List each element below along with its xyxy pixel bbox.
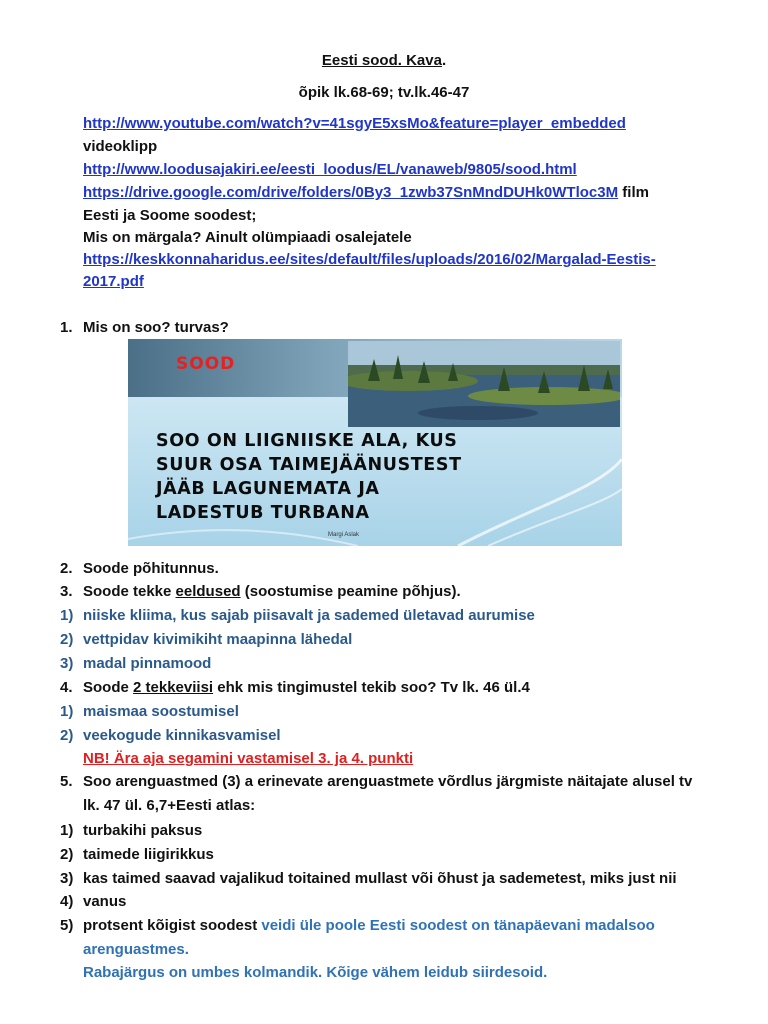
- list-item: turbakihi paksus: [83, 822, 203, 839]
- question-5-cont: lk. 47 ül. 6,7+Eesti atlas:: [83, 797, 256, 814]
- item-number: 2.: [60, 560, 73, 577]
- list-number: 1): [60, 822, 74, 839]
- answer-item: madal pinnamood: [83, 655, 212, 672]
- answer-text: veidi üle poole Eesti soodest on tänapäevani madalsoo: [261, 917, 655, 934]
- youtube-link[interactable]: http://www.youtube.com/watch?v=41sgyE5xsMo&feature=player_embedded: [83, 115, 626, 132]
- answer-number: 2): [60, 631, 74, 648]
- keskkonnaharidus-link[interactable]: https://keskkonnaharidus.ee/sites/default/files/uploads/2016/02/Margalad-Eestis-: [83, 251, 656, 268]
- page-subtitle: õpik lk.68-69; tv.lk.46-47: [298, 84, 470, 101]
- list-item: [83, 917, 655, 934]
- question-1: Mis on soo? turvas?: [83, 319, 229, 336]
- q3-text: (soostumise peamine põhjus).: [240, 583, 461, 600]
- q3-underlined: eeldused: [175, 583, 241, 600]
- banner-label: SOOD: [176, 354, 236, 374]
- headline-line: JÄÄB LAGUNEMATA JA: [156, 479, 380, 499]
- soo-banner-image: [128, 339, 622, 546]
- list-number: 2): [60, 846, 74, 863]
- drive-link[interactable]: https://drive.google.com/drive/folders/0By3_1zwb37SnMndDUHk0WTloc3M: [83, 184, 619, 201]
- question-5: Soo arenguastmed (3) a erinevate arenguastmete võrdlus järgmiste näitajate alusel tv: [83, 773, 693, 790]
- answer-number: 1): [60, 607, 74, 624]
- answer-item: veekogude kinnikasvamisel: [83, 727, 281, 744]
- list-number: 3): [60, 870, 74, 887]
- answer-number: 1): [60, 703, 74, 720]
- item-number: 1.: [60, 319, 73, 336]
- headline-line: LADESTUB TURBANA: [156, 503, 370, 523]
- question-3: [83, 583, 461, 600]
- list-item-text: protsent kõigist soodest: [83, 917, 262, 934]
- list-item: taimede liigirikkus: [83, 846, 214, 863]
- question-4: [83, 679, 530, 696]
- answer-text: arenguastmes.: [83, 941, 189, 958]
- headline-line: SUUR OSA TAIMEJÄÄNUSTEST: [156, 455, 462, 475]
- drive-note: Eesti ja Soome soodest;: [83, 207, 257, 224]
- answer-item: maismaa soostumisel: [83, 703, 239, 720]
- headline-line: SOO ON LIIGNIISKE ALA, KUS: [156, 431, 458, 451]
- answer-number: 2): [60, 727, 74, 744]
- q4-underlined: 2 tekkeviisi: [133, 679, 214, 696]
- item-number: 5.: [60, 773, 73, 790]
- youtube-note: videoklipp: [83, 138, 158, 155]
- loodusajakiri-link[interactable]: http://www.loodusajakiri.ee/eesti_loodus/EL/vanaweb/9805/sood.html: [83, 161, 577, 178]
- page-title: [0, 52, 768, 69]
- list-number: 4): [60, 893, 74, 910]
- title-text: Eesti sood. Kava: [321, 52, 442, 69]
- q3-text: Soode tekke: [83, 583, 176, 600]
- title-dot: .: [441, 52, 447, 69]
- list-number: 5): [60, 917, 74, 934]
- q4-text: Soode: [83, 679, 134, 696]
- question-2: Soode põhitunnus.: [83, 560, 219, 577]
- drive-suffix: film: [618, 184, 649, 201]
- answer-text: Rabajärgus on umbes kolmandik. Kõige vähem leidub siirdesoid.: [83, 964, 548, 981]
- answer-number: 3): [60, 655, 74, 672]
- list-item: vanus: [83, 893, 127, 910]
- keskkonnaharidus-link-cont[interactable]: 2017.pdf: [83, 273, 144, 290]
- margala-question: Mis on märgala? Ainult olümpiaadi osalejatele: [83, 229, 412, 246]
- image-credit: Margi Aslak: [328, 532, 360, 538]
- item-number: 4.: [60, 679, 73, 696]
- item-number: 3.: [60, 583, 73, 600]
- answer-item: niiske kliima, kus sajab piisavalt ja sademed ületavad aurumise: [83, 607, 535, 624]
- q4-text: ehk mis tingimustel tekib soo? Tv lk. 46 ül.4: [213, 679, 530, 696]
- list-item: kas taimed saavad vajalikud toitained mullast või õhust ja sademetest, miks just nii: [83, 870, 677, 887]
- banner-headline: [156, 429, 606, 525]
- answer-item: vettpidav kivimikiht maapinna lähedal: [83, 631, 353, 648]
- bog-landscape-photo: [348, 341, 620, 427]
- warning-note: NB! Ära aja segamini vastamisel 3. ja 4. punkti: [83, 750, 414, 767]
